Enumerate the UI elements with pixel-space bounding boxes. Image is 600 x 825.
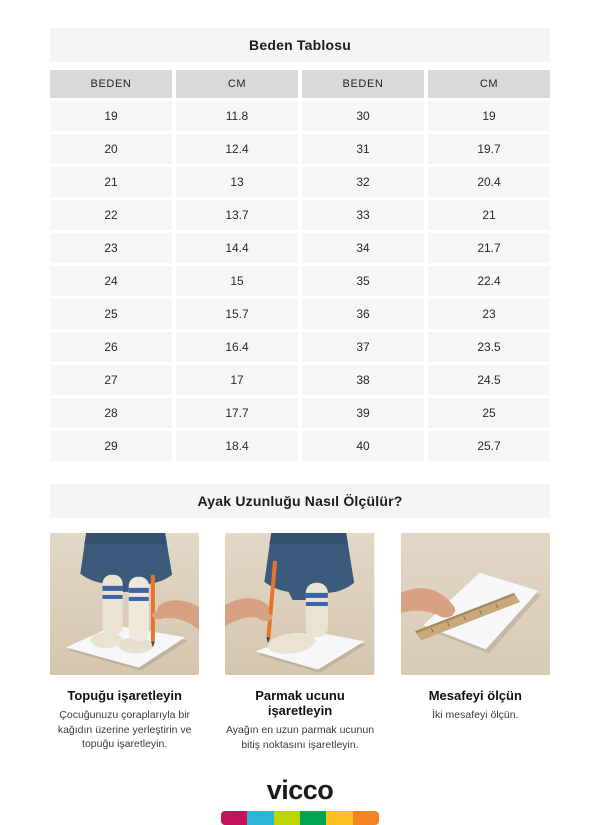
size-table-cell: 19 [428, 101, 550, 131]
howto-title: Ayak Uzunluğu Nasıl Ölçülür? [197, 493, 403, 509]
size-table-cell: 32 [302, 167, 424, 197]
size-table-cell: 21 [50, 167, 172, 197]
caption-measure [401, 688, 550, 752]
mark-heel-photo [50, 533, 199, 675]
howto-captions [50, 688, 550, 752]
logo-color-segment [221, 811, 247, 825]
size-table-cell: 13.7 [176, 200, 298, 230]
size-table-cell: 38 [302, 365, 424, 395]
size-table-cell: 13 [176, 167, 298, 197]
vicco-logo: vicco [266, 775, 334, 806]
measure-distance-photo [401, 533, 550, 675]
howto-photos [50, 533, 550, 675]
caption-text: Çocuğunuzu çoraplarıyla bir kağıdın üzerine yerleştirin ve topuğu işaretleyin. [57, 709, 192, 751]
mark-heel-illustration [50, 533, 199, 675]
caption-heading: Mesafeyi ölçün [428, 688, 522, 703]
size-table-cell: 15 [176, 266, 298, 296]
size-table-cell: 20.4 [428, 167, 550, 197]
size-table-title: Beden Tablosu [249, 37, 351, 53]
brand-footer [50, 777, 550, 825]
size-table-cell: 21.7 [428, 233, 550, 263]
size-table-cell: 17 [176, 365, 298, 395]
size-table-header-cell: BEDEN [50, 70, 172, 98]
measure-distance-illustration [401, 533, 550, 675]
logo-color-segment [274, 811, 300, 825]
size-table-cell: 24 [50, 266, 172, 296]
size-table-cell: 29 [50, 431, 172, 461]
size-table-cell: 28 [50, 398, 172, 428]
size-guide-page [50, 0, 550, 825]
size-table-cell: 24.5 [428, 365, 550, 395]
size-table-cell: 33 [302, 200, 424, 230]
size-table-cell: 25 [428, 398, 550, 428]
size-table-cell: 14.4 [176, 233, 298, 263]
size-table-cell: 23.5 [428, 332, 550, 362]
logo-color-segment [300, 811, 326, 825]
size-table-title-bar [50, 28, 550, 62]
caption-mark-heel [50, 688, 199, 752]
size-table-header-cell: CM [176, 70, 298, 98]
caption-heading: Topuğu işaretleyin [67, 688, 182, 703]
caption-text: Ayağın en uzun parmak ucunun bitiş noktasını işaretleyin. [225, 724, 375, 751]
size-table-cell: 37 [302, 332, 424, 362]
size-table-cell: 23 [428, 299, 550, 329]
size-table-cell: 15.7 [176, 299, 298, 329]
mark-toe-illustration [225, 533, 374, 675]
size-table-cell: 19.7 [428, 134, 550, 164]
size-table-cell: 20 [50, 134, 172, 164]
size-table-header-cell: CM [428, 70, 550, 98]
logo-color-segment [326, 811, 352, 825]
mark-toe-photo [225, 533, 374, 675]
size-table [50, 70, 550, 461]
logo-color-segment [247, 811, 273, 825]
caption-mark-toe [225, 688, 374, 752]
size-table-cell: 23 [50, 233, 172, 263]
caption-text: İki mesafeyi ölçün. [432, 709, 519, 721]
caption-heading: Parmak ucunu işaretleyin [255, 688, 345, 718]
size-table-cell: 25.7 [428, 431, 550, 461]
logo-color-segment [353, 811, 379, 825]
size-table-cell: 12.4 [176, 134, 298, 164]
size-table-cell: 25 [50, 299, 172, 329]
size-table-cell: 35 [302, 266, 424, 296]
size-table-cell: 17.7 [176, 398, 298, 428]
size-table-cell: 11.8 [176, 101, 298, 131]
size-table-cell: 18.4 [176, 431, 298, 461]
size-table-cell: 27 [50, 365, 172, 395]
size-table-cell: 34 [302, 233, 424, 263]
size-table-cell: 22 [50, 200, 172, 230]
size-table-cell: 19 [50, 101, 172, 131]
size-table-cell: 26 [50, 332, 172, 362]
howto-title-bar [50, 484, 550, 518]
size-table-cell: 39 [302, 398, 424, 428]
size-table-cell: 22.4 [428, 266, 550, 296]
size-table-header-cell: BEDEN [302, 70, 424, 98]
size-table-cell: 40 [302, 431, 424, 461]
size-table-cell: 31 [302, 134, 424, 164]
vicco-logo-colorbar [221, 811, 379, 825]
size-table-cell: 21 [428, 200, 550, 230]
size-table-cell: 16.4 [176, 332, 298, 362]
size-table-cell: 36 [302, 299, 424, 329]
size-table-cell: 30 [302, 101, 424, 131]
